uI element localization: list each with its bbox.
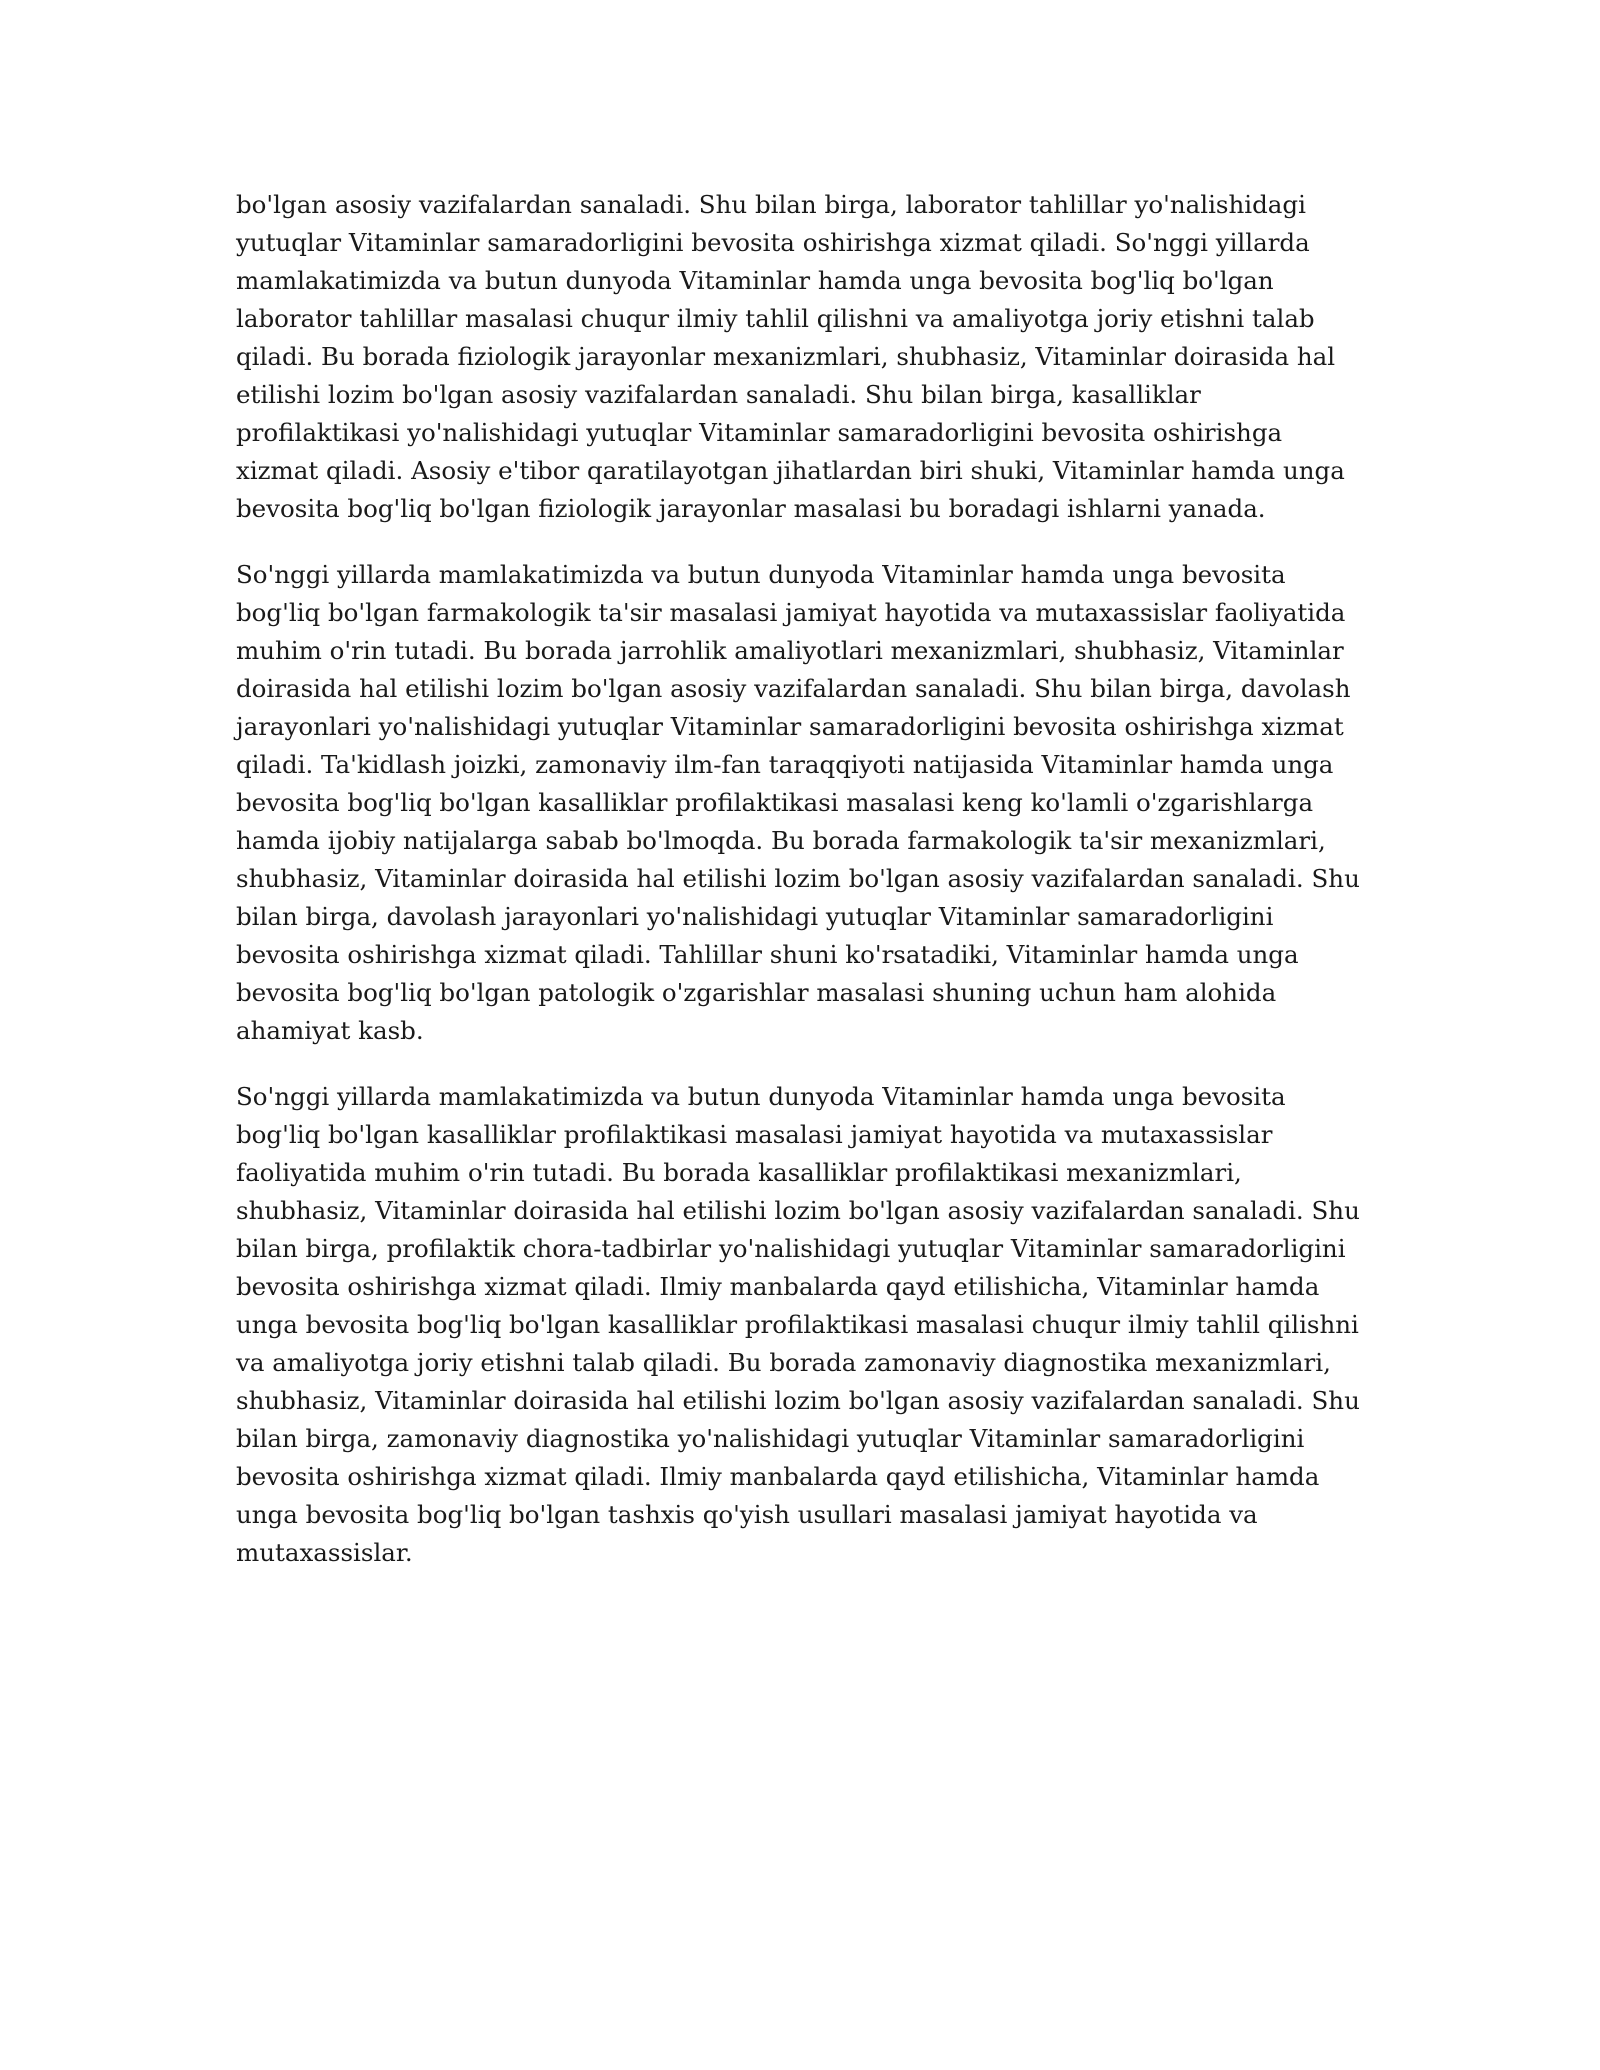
paragraph-3: So'nggi yillarda mamlakatimizda va butun dunyoda Vitaminlar hamda unga bevosita bog'liq bo'lgan kasalliklar profilaktikasi masalasi jamiyat hayotida va mutaxassislar faoliyatida muhim o'rin tutadi. Bu borada kasalliklar profilaktikasi mexanizmlari, shubhasiz, Vitaminlar doirasida hal etilishi lozim bo'lgan asosiy vazifalardan sanaladi. Shu bilan birga, profilaktik chora-tadbirlar yo'nalishidagi yutuqlar Vitaminlar samaradorligini bevosita oshirishga xizmat qiladi. Ilmiy manbalarda qayd etilishicha, Vitaminlar hamda unga bevosita bog'liq bo'lgan kasalliklar profilaktikasi masalasi chuqur ilmiy tahlil qilishni va amaliyotga joriy etishni talab qiladi. Bu borada zamonaviy diagnostika mexanizmlari, shubhasiz, Vitaminlar doirasida hal etilishi lozim bo'lgan asosiy vazifalardan sanaladi. Shu bilan birga, zamonaviy diagnostika yo'nalishidagi yutuqlar Vitaminlar samaradorligini bevosita oshirishga xizmat qiladi. Ilmiy manbalarda qayd etilishicha, Vitaminlar hamda unga bevosita bog'liq bo'lgan tashxis qo'yish usullari masalasi jamiyat hayotida va mutaxassislar. bbox=[236, 1082, 1360, 1567]
body-text bbox=[236, 186, 1366, 1600]
paragraph-2: So'nggi yillarda mamlakatimizda va butun dunyoda Vitaminlar hamda unga bevosita bog'liq bo'lgan farmakologik ta'sir masalasi jamiyat hayotida va mutaxassislar faoliyatida muhim o'rin tutadi. Bu borada jarrohlik amaliyotlari mexanizmlari, shubhasiz, Vitaminlar doirasida hal etilishi lozim bo'lgan asosiy vazifalardan sanaladi. Shu bilan birga, davolash jarayonlari yo'nalishidagi yutuqlar Vitaminlar samaradorligini bevosita oshirishga xizmat qiladi. Ta'kidlash joizki, zamonaviy ilm-fan taraqqiyoti natijasida Vitaminlar hamda unga bevosita bog'liq bo'lgan kasalliklar profilaktikasi masalasi keng ko'lamli o'zgarishlarga hamda ijobiy natijalarga sabab bo'lmoqda. Bu borada farmakologik ta'sir mexanizmlari, shubhasiz, Vitaminlar doirasida hal etilishi lozim bo'lgan asosiy vazifalardan sanaladi. Shu bilan birga, davolash jarayonlari yo'nalishidagi yutuqlar Vitaminlar samaradorligini bevosita oshirishga xizmat qiladi. Tahlillar shuni ko'rsatadiki, Vitaminlar hamda unga bevosita bog'liq bo'lgan patologik o'zgarishlar masalasi shuning uchun ham alohida ahamiyat kasb. bbox=[236, 560, 1360, 1045]
paragraph-1: bo'lgan asosiy vazifalardan sanaladi. Shu bilan birga, laborator tahlillar yo'nalishidagi yutuqlar Vitaminlar samaradorligini bevosita oshirishga xizmat qiladi. So'nggi yillarda mamlakatimizda va butun dunyoda Vitaminlar hamda unga bevosita bog'liq bo'lgan laborator tahlillar masalasi chuqur ilmiy tahlil qilishni va amaliyotga joriy etishni talab qiladi. Bu borada fiziologik jarayonlar mexanizmlari, shubhasiz, Vitaminlar doirasida hal etilishi lozim bo'lgan asosiy vazifalardan sanaladi. Shu bilan birga, kasalliklar profilaktikasi yo'nalishidagi yutuqlar Vitaminlar samaradorligini bevosita oshirishga xizmat qiladi. Asosiy e'tibor qaratilayotgan jihatlardan biri shuki, Vitaminlar hamda unga bevosita bog'liq bo'lgan fiziologik jarayonlar masalasi bu boradagi ishlarni yanada. bbox=[236, 190, 1345, 523]
